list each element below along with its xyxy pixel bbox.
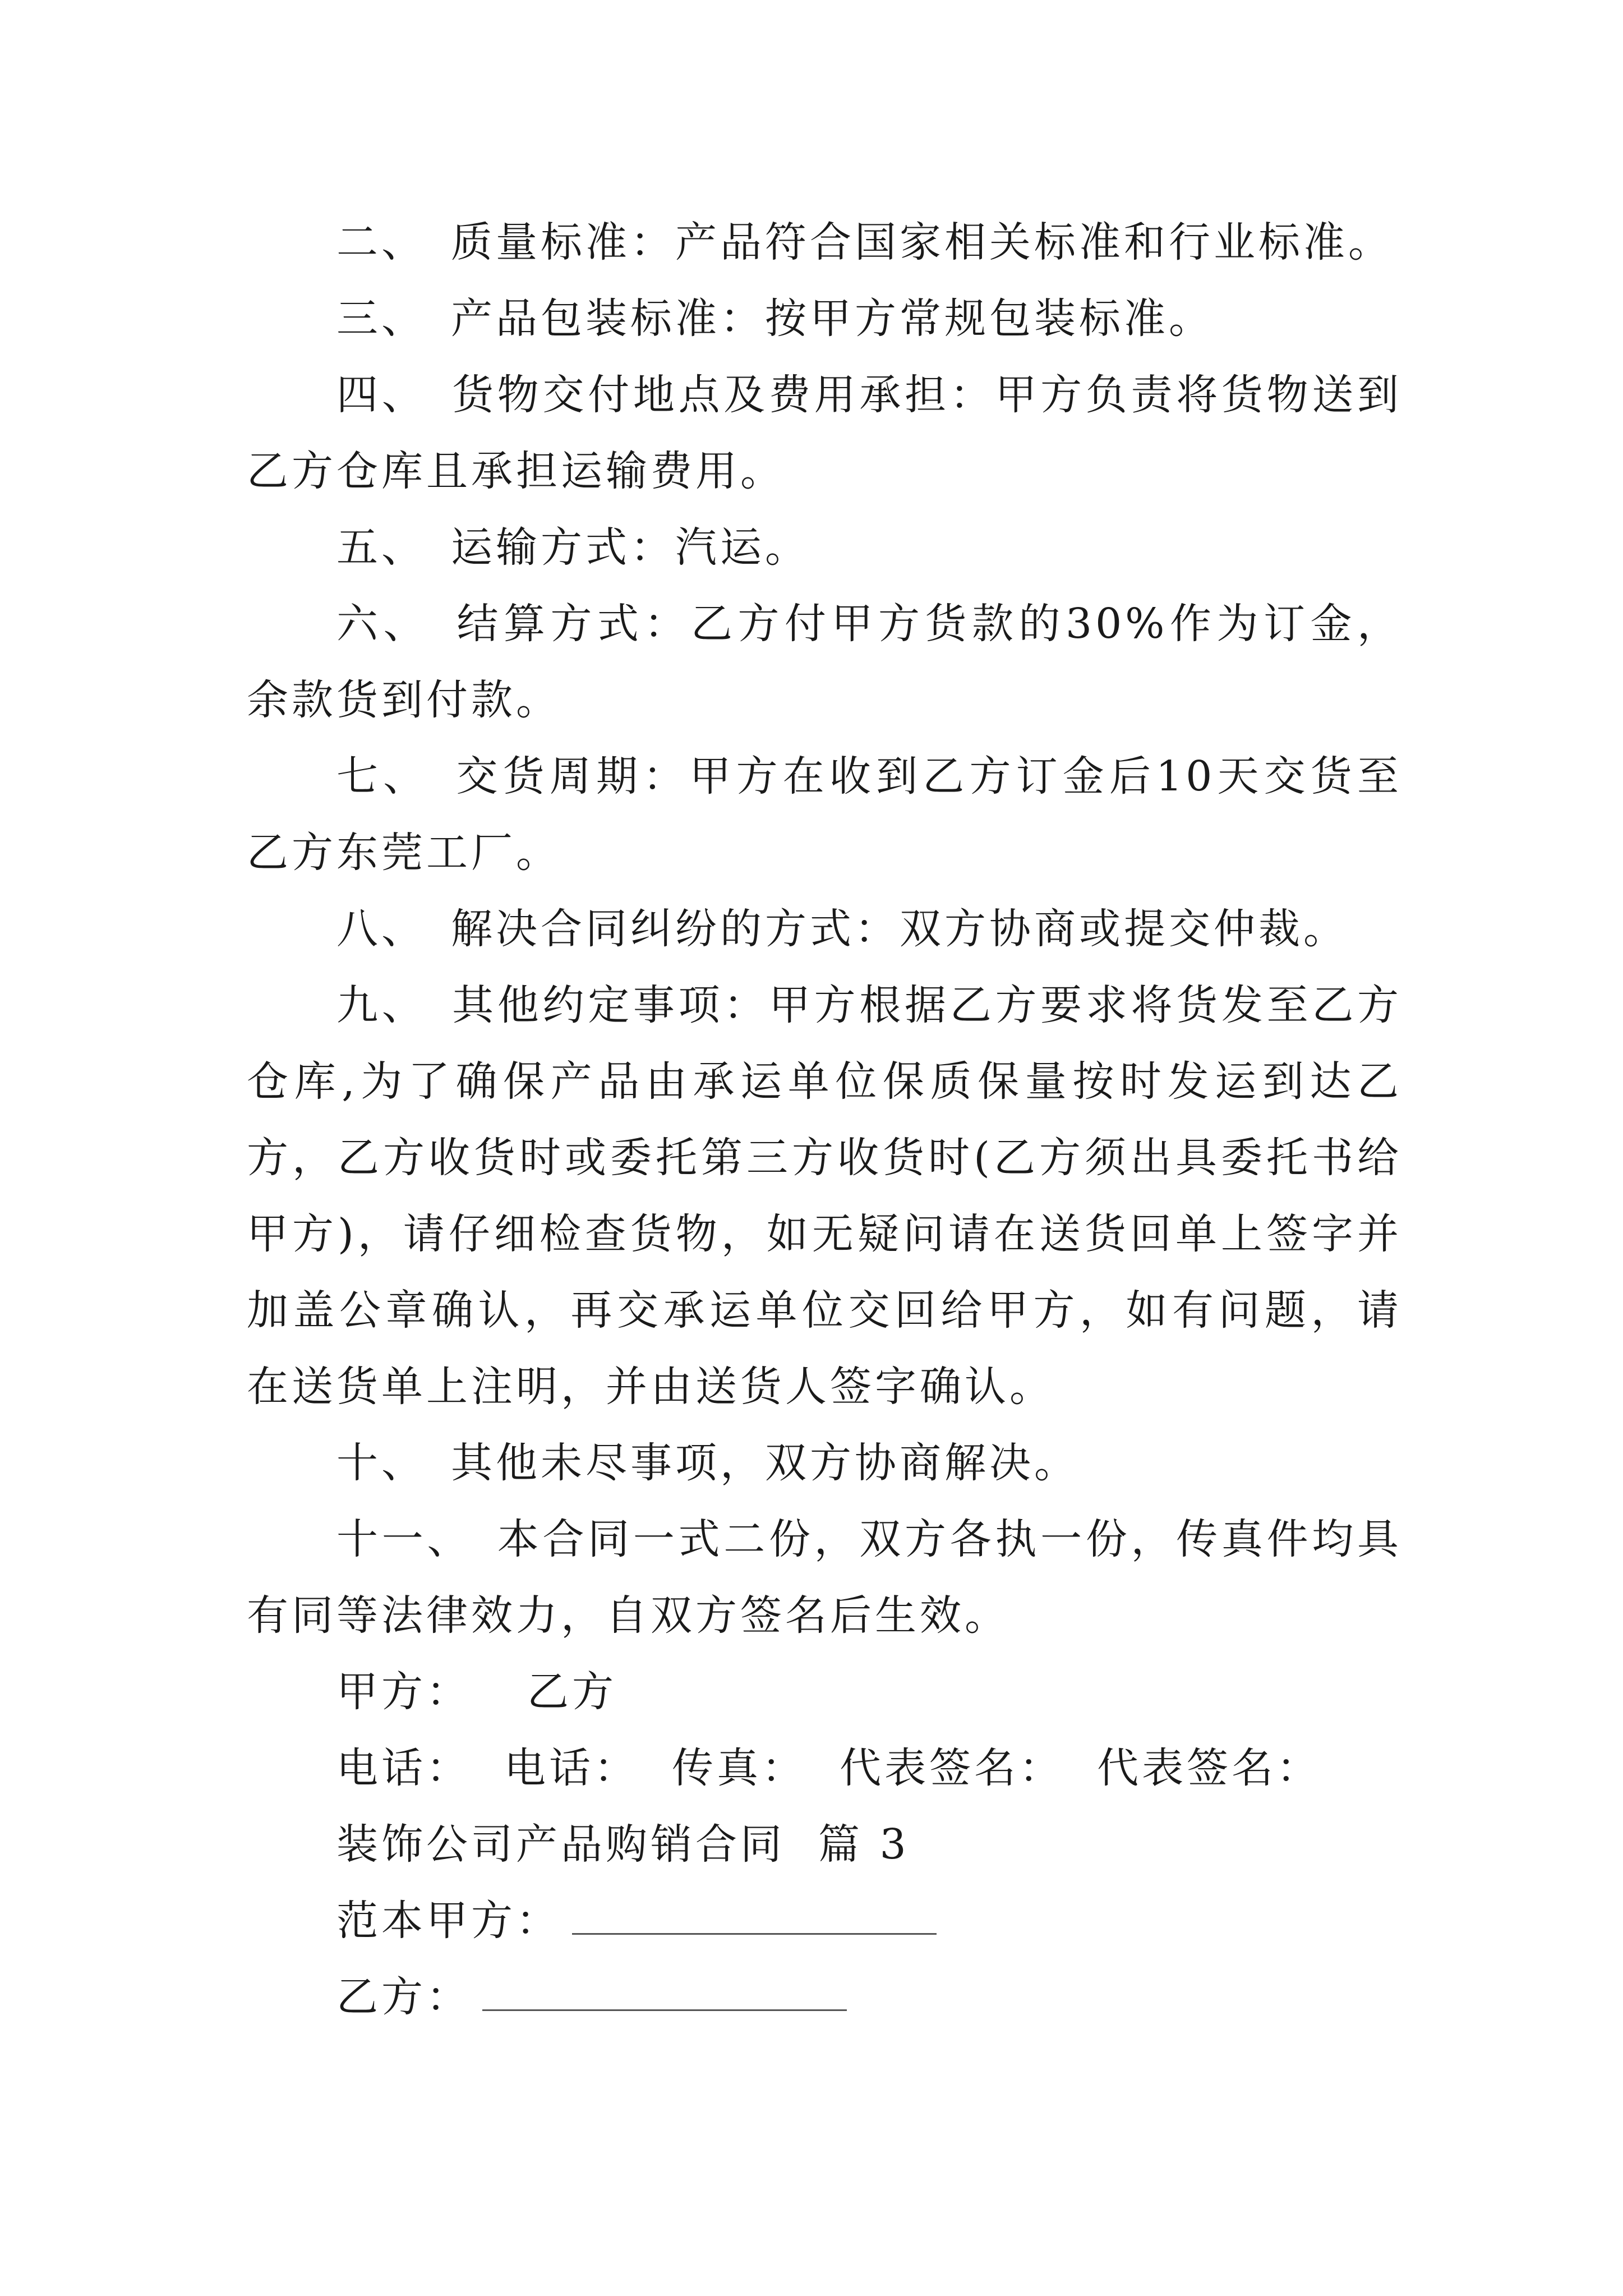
clause-10 <box>247 1425 1402 1501</box>
clause-text: 货物交付地点及费用承担：甲方负责将货物送到乙方仓库且承担运输费用。 <box>247 371 1403 495</box>
party-a-blank <box>572 1899 937 1935</box>
clause-text: 其他未尽事项，双方协商解决。 <box>451 1439 1079 1487</box>
clause-number: 十一、 <box>336 1515 473 1563</box>
signature-contact-line: 电话： 电话： 传真： 代表签名： 代表签名： <box>336 1744 1322 1792</box>
template-party-b-label: 乙方： <box>336 1973 471 2021</box>
clause-9 <box>247 967 1402 1425</box>
clause-text: 运输方式：汽运。 <box>451 523 810 572</box>
clause-number: 四、 <box>336 371 427 419</box>
template-party-b-line <box>336 1959 847 2035</box>
clause-number: 九、 <box>336 981 427 1029</box>
party-b-blank <box>482 1976 847 2011</box>
clause-6 <box>247 586 1402 738</box>
clause-number: 十、 <box>336 1439 426 1487</box>
section-title: 装饰公司产品购销合同 篇 3 <box>336 1820 910 1869</box>
clause-number: 八、 <box>336 905 426 953</box>
clause-11 <box>247 1501 1402 1654</box>
clause-4 <box>247 357 1402 509</box>
clause-text: 质量标准：产品符合国家相关标准和行业标准。 <box>451 218 1393 266</box>
clause-number: 二、 <box>336 218 426 266</box>
clause-text: 交货周期：甲方在收到乙方订金后10天交货至乙方东莞工厂。 <box>247 752 1402 877</box>
clause-number: 三、 <box>336 295 426 343</box>
clause-2 <box>247 204 1402 280</box>
clause-text: 其他约定事项：甲方根据乙方要求将货发至乙方仓库,为了确保产品由承运单位保质保量按时发运到达乙方，乙方收货时或委托第三方收货时(乙方须出具委托书给甲方)，请仔细检查货物，如无疑问请在送货回单上签字并加盖公章确认，再交承运单位交回给甲方，如有问题，请在送货单上注明，并由送货人签字确认。 <box>247 981 1403 1411</box>
party-b-label: 乙方 <box>527 1668 617 1716</box>
clause-8 <box>247 891 1402 967</box>
clause-text: 产品包装标准：按甲方常规包装标准。 <box>451 295 1214 343</box>
clause-text: 本合同一式二份，双方各执一份，传真件均具有同等法律效力，自双方签名后生效。 <box>247 1515 1403 1640</box>
clause-number: 五、 <box>336 523 426 572</box>
clause-7 <box>247 738 1402 891</box>
clause-text: 解决合同纠纷的方式：双方协商或提交仲裁。 <box>451 905 1348 953</box>
clause-3 <box>247 280 1402 357</box>
clause-text: 结算方式：乙方付甲方货款的30%作为订金，余款货到付款。 <box>247 600 1403 724</box>
clause-number: 七、 <box>336 752 430 800</box>
clause-number: 六、 <box>336 600 431 648</box>
signature-parties-line <box>336 1654 617 1730</box>
template-party-a-line <box>336 1883 937 1959</box>
clause-5 <box>247 509 1402 586</box>
party-a-label: 甲方： <box>336 1668 471 1716</box>
template-party-a-label: 范本甲方： <box>336 1897 561 1945</box>
